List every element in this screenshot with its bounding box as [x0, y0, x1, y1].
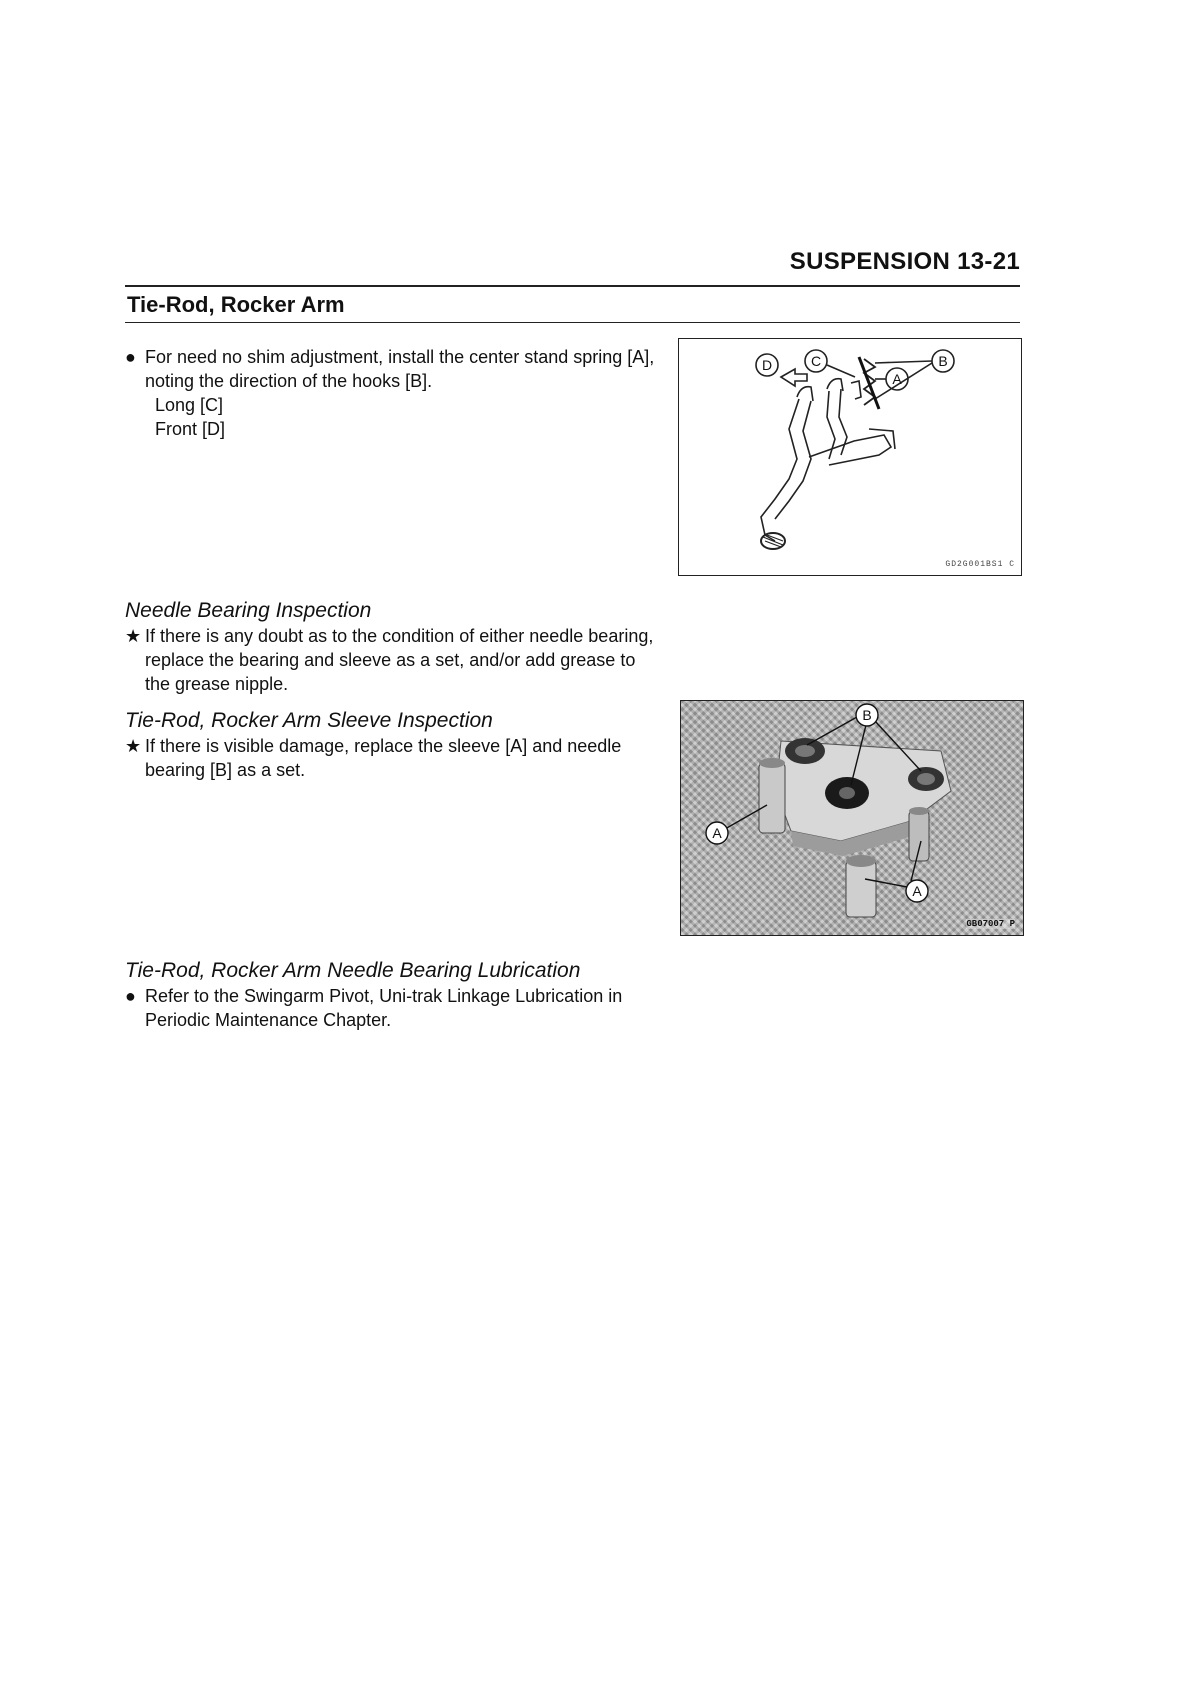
- needle-bearing-text: If there is any doubt as to the condition of either needle bearing, replace the bearing and sleeve as a set, and/or add grease to the grease nipple.: [145, 626, 654, 694]
- header-rule: [125, 285, 1020, 287]
- lubrication-heading: Tie-Rod, Rocker Arm Needle Bearing Lubrication: [125, 959, 581, 982]
- bullet-icon: ●: [125, 986, 136, 1006]
- page-header-title: SUSPENSION 13-21: [789, 248, 1020, 275]
- center-stand-spring-figure: [678, 338, 1022, 576]
- figure2-label-b: B: [862, 707, 872, 723]
- figure1-label-d: D: [761, 357, 773, 373]
- figure2-code: GB07007 P: [966, 919, 1015, 929]
- figure1-label-c: C: [810, 353, 822, 369]
- sub-item-front: Front [D]: [155, 419, 226, 439]
- sleeve-inspection-heading: Tie-Rod, Rocker Arm Sleeve Inspection: [125, 709, 493, 732]
- needle-bearing-heading: Needle Bearing Inspection: [125, 599, 372, 622]
- figure2-label-a-right: A: [912, 883, 922, 899]
- section-title: Tie-Rod, Rocker Arm: [127, 292, 345, 317]
- install-text: For need no shim adjustment, install the center stand spring [A], noting the direction of the hooks [B].: [145, 347, 655, 391]
- figure2-label-a-left: A: [712, 825, 722, 841]
- figure1-label-b: B: [938, 353, 948, 369]
- center-stand-drawing: [679, 339, 1021, 575]
- install-sub-list: [125, 393, 655, 441]
- sub-item-long: Long [C]: [155, 395, 224, 415]
- section-rule: [125, 322, 1020, 323]
- bullet-icon: ●: [125, 347, 136, 367]
- star-icon: ★: [125, 736, 142, 756]
- needle-bearing-inspection: [125, 598, 655, 696]
- figure1-code: GD2G001BS1 C: [945, 560, 1015, 569]
- install-instruction: [125, 345, 655, 441]
- rocker-arm-photo: [680, 700, 1024, 936]
- needle-bearing-lubrication: [125, 958, 655, 1032]
- lubrication-text: Refer to the Swingarm Pivot, Uni-trak Linkage Lubrication in Periodic Maintenance Chapter.: [145, 986, 623, 1030]
- star-icon: ★: [125, 626, 142, 646]
- sleeve-inspection-text: If there is visible damage, replace the sleeve [A] and needle bearing [B] as a set.: [145, 736, 622, 780]
- sleeve-inspection: [125, 708, 655, 782]
- rocker-arm-photo-drawing: [681, 701, 1023, 935]
- figure1-label-a: A: [892, 371, 902, 387]
